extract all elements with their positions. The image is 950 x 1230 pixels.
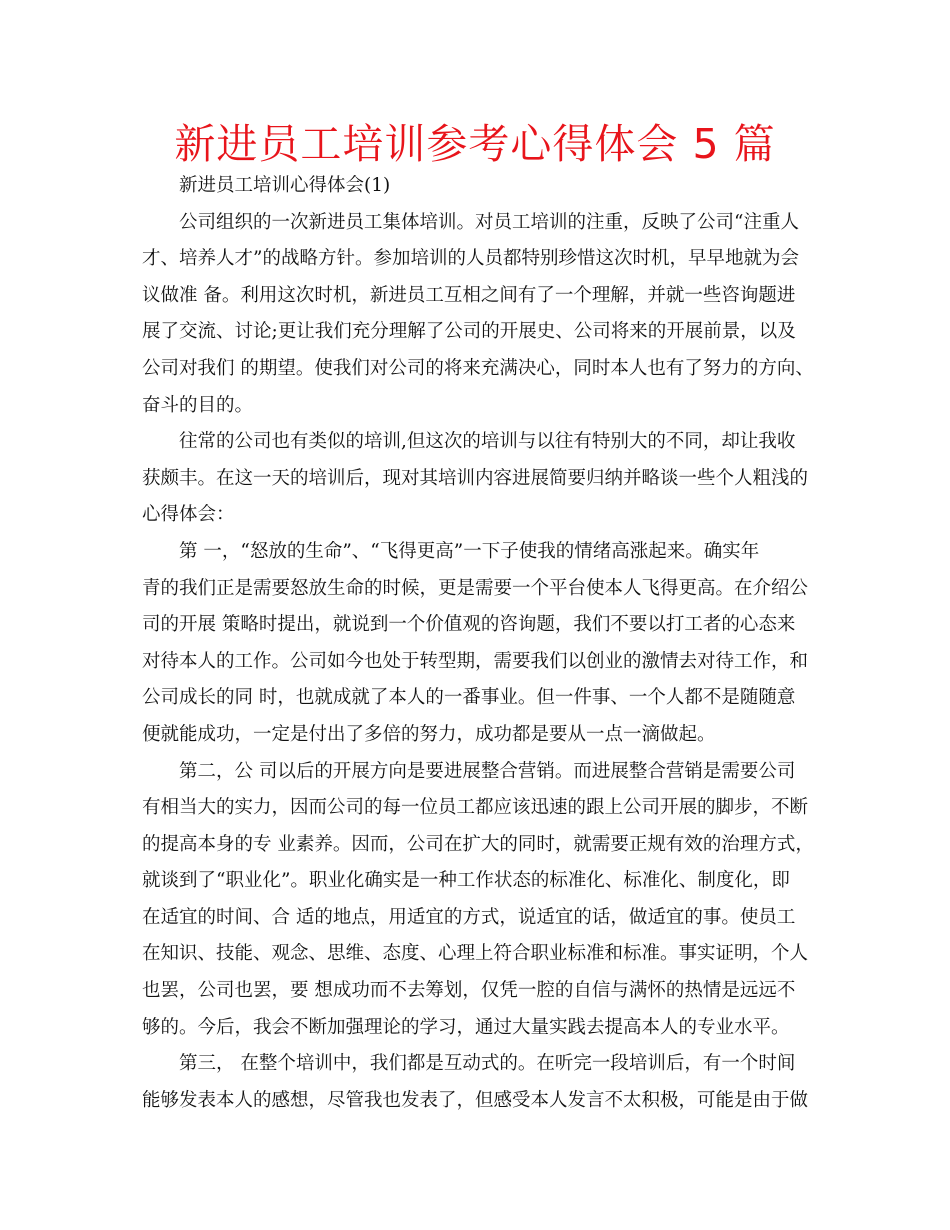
paragraph-line: 司的开展 策略时提出，就说到一个价值观的咨询题，我们不要以打工者的心态来 [142, 614, 796, 636]
paragraph-line: 就谈到了“职业化”。职业化确实是一种工作状态的标准化、标准化、制度化，即 [142, 870, 790, 892]
document-body [142, 168, 812, 1119]
paragraph-line: 心得体会： [142, 504, 235, 526]
paragraph-line: 才、培养人才”的战略方针。参加培训的人员都特别珍惜这次时机，早早地就为会 [142, 248, 799, 270]
paragraph-line: 第 一，“怒放的生命”、“飞得更高”一下子使我的情绪高涨起来。确实年 [179, 540, 760, 562]
paragraph-line: 议做准 备。利用这次时机，新进员工互相之间有了一个理解，并就一些咨询题进 [142, 284, 796, 306]
paragraph [142, 1046, 812, 1119]
paragraph [142, 754, 812, 1047]
paragraph-line: 也罢，公司也罢，要 想成功而不去筹划，仅凭一腔的自信与满怀的热情是远远不 [142, 980, 796, 1002]
paragraph-line: 能够发表本人的感想，尽管我也发表了，但感受本人发言不太积极，可能是由于做 [142, 1089, 809, 1111]
paragraph-line: 够的。今后，我会不断加强理论的学习，通过大量实践去提高本人的专业水平。 [142, 1016, 790, 1038]
paragraph [142, 534, 812, 754]
paragraph-line: 的提高本身的专 业素养。因而，公司在扩大的同时，就需要正规有效的治理方式， [142, 833, 814, 855]
paragraph-line: 奋斗的目的。 [142, 394, 254, 416]
paragraph-line: 展了交流、讨论;更让我们充分理解了公司的开展史、公司将来的开展前景，以及 [142, 321, 796, 343]
section-subtitle: 新进员工培训心得体会(1) [179, 175, 391, 196]
paragraph-line: 公司成长的同 时，也就成就了本人的一番事业。但一件事、一个人都不是随随意 [142, 687, 796, 709]
paragraph-line: 第二，公 司以后的开展方向是要进展整合营销。而进展整合营销是需要公司 [179, 760, 796, 782]
paragraph-line: 获颇丰。在这一天的培训后，现对其培训内容进展简要归纳并略谈一些个人粗浅的 [142, 467, 809, 489]
paragraph-list [142, 205, 812, 1120]
paragraph-line: 第三， 在整个培训中，我们都是互动式的。在听完一段培训后，有一个时间 [179, 1053, 796, 1075]
paragraph [142, 424, 812, 534]
document-title: 新进员工培训参考心得体会 5 篇 [174, 120, 776, 168]
paragraph [142, 205, 812, 425]
paragraph-line: 便就能成功，一定是付出了多倍的努力，成功都是要从一点一滴做起。 [142, 723, 716, 745]
paragraph-line: 青的我们正是需要怒放生命的时候，更是需要一个平台使本人飞得更高。在介绍公 [142, 577, 809, 599]
paragraph-line: 公司组织的一次新进员工集体培训。对员工培训的注重，反映了公司“注重人 [179, 211, 799, 233]
paragraph-line: 公司对我们 的期望。使我们对公司的将来充满决心，同时本人也有了努力的方向、 [142, 357, 814, 379]
paragraph-line: 有相当大的实力，因而公司的每一位员工都应该迅速的跟上公司开展的脚步，不断 [142, 797, 809, 819]
paragraph-line: 对待本人的工作。公司如今也处于转型期，需要我们以创业的激情去对待工作，和 [142, 650, 809, 672]
paragraph-line: 往常的公司也有类似的培训,但这次的培训与以往有特别大的不同，却让我收 [179, 431, 796, 453]
paragraph-line: 在适宜的时间、合 适的地点，用适宜的方式，说适宜的话，做适宜的事。使员工 [142, 906, 796, 928]
paragraph-line: 在知识、技能、观念、思维、态度、心理上符合职业标准和标准。事实证明，个人 [142, 943, 809, 965]
